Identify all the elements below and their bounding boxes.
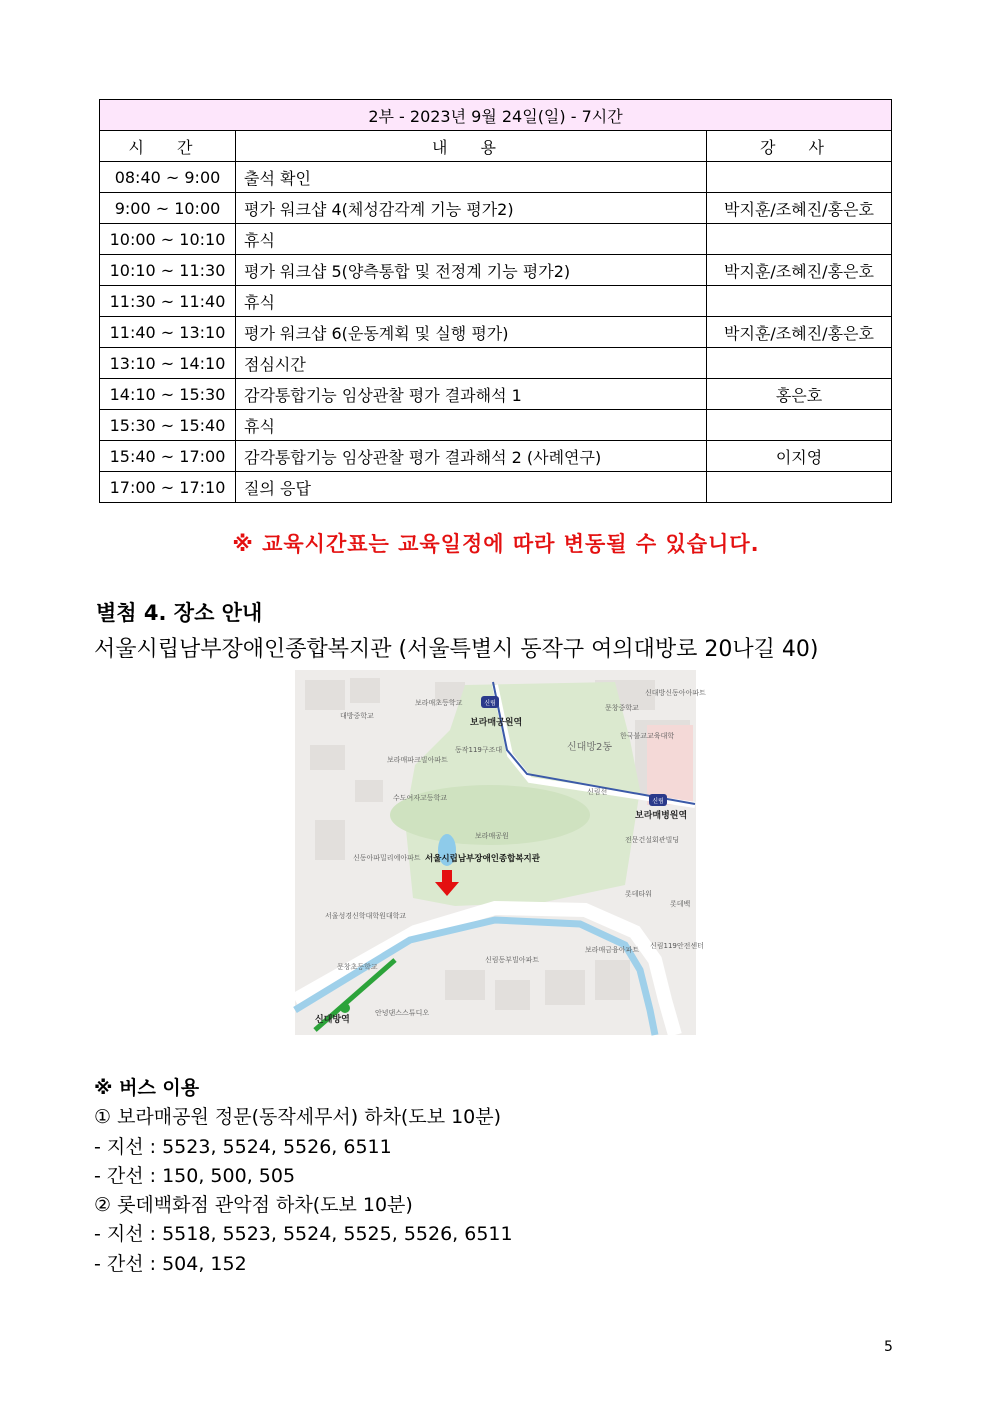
content-cell: 감각통합기능 임상관찰 평가 결과해석 2 (사례연구) (236, 441, 707, 472)
header-content: 내 용 (236, 131, 707, 162)
time-cell: 9:00 ~ 10:00 (100, 193, 236, 224)
content-cell: 평가 워크샵 5(양측통합 및 전정계 기능 평가2) (236, 255, 707, 286)
map-label: 신림동부빌아파트 (485, 956, 540, 964)
time-cell: 10:10 ~ 11:30 (100, 255, 236, 286)
map-label: 신림119안전센터 (650, 942, 704, 950)
lecturer-cell (707, 410, 892, 441)
schedule-title: 2부 - 2023년 9월 24일(일) - 7시간 (100, 100, 892, 131)
bus-line: - 지선 : 5518, 5523, 5524, 5525, 5526, 6511 (94, 1223, 513, 1246)
bus-line: - 지선 : 5523, 5524, 5526, 6511 (94, 1135, 392, 1158)
map-label: 보라매금융아파트 (585, 946, 640, 954)
lecturer-cell (707, 472, 892, 503)
content-cell: 휴식 (236, 286, 707, 317)
time-cell: 11:40 ~ 13:10 (100, 317, 236, 348)
lecturer-cell: 이지영 (707, 441, 892, 472)
table-row (100, 441, 892, 472)
schedule-title-row (100, 100, 892, 131)
header-lecturer: 강 사 (707, 131, 892, 162)
map-station-label: 신대방역 (315, 1015, 350, 1025)
content-cell: 출석 확인 (236, 162, 707, 193)
map-label: 신대방신동아아파트 (645, 689, 706, 697)
table-row (100, 317, 892, 348)
station-badge-label: 신림 (652, 798, 664, 805)
page-number: 5 (884, 1339, 893, 1355)
header-time: 시 간 (100, 131, 236, 162)
map-label: 한국불교교육대학 (620, 732, 675, 740)
bus-title: ※ 버스 이용 (94, 1077, 200, 1099)
map-label: 서울성경신학대학원대학교 (325, 912, 407, 920)
schedule-table (99, 99, 892, 503)
map-label: 문창초등학교 (337, 963, 378, 971)
bus-line: ② 롯데백화점 관악점 하차(도보 10분) (94, 1194, 413, 1217)
table-row (100, 193, 892, 224)
table-row (100, 379, 892, 410)
map-label: 수도여자고등학교 (393, 794, 448, 802)
table-row (100, 286, 892, 317)
map-facility-label: 서울시립남부장애인종합복지관 (425, 854, 540, 864)
schedule-change-notice: ※ 교육시간표는 교육일정에 따라 변동될 수 있습니다. (232, 532, 760, 556)
bus-info (94, 1074, 513, 1279)
station-marker (340, 1003, 350, 1013)
time-cell: 17:00 ~ 17:10 (100, 472, 236, 503)
table-row (100, 472, 892, 503)
lecturer-cell (707, 162, 892, 193)
content-cell: 점심시간 (236, 348, 707, 379)
table-row (100, 410, 892, 441)
map-station-label: 보라매병원역 (635, 811, 688, 821)
map-label: 롯데백 (670, 900, 691, 908)
content-cell: 평가 워크샵 6(운동계획 및 실행 평가) (236, 317, 707, 348)
map-label: 신림선 (587, 788, 608, 796)
content-cell: 휴식 (236, 410, 707, 441)
time-cell: 15:40 ~ 17:00 (100, 441, 236, 472)
map-district-label: 신대방2동 (567, 742, 613, 753)
bus-line: - 간선 : 150, 500, 505 (94, 1164, 296, 1187)
section-title: 별첨 4. 장소 안내 (96, 601, 263, 625)
content-cell: 평가 워크샵 4(체성감각계 기능 평가2) (236, 193, 707, 224)
map-station-label: 보라매공원역 (470, 718, 523, 728)
map-label: 신동아파밀리에아파트 (353, 854, 421, 862)
content-cell: 감각통합기능 임상관찰 평가 결과해석 1 (236, 379, 707, 410)
map-label: 대방중학교 (340, 712, 374, 720)
time-cell: 15:30 ~ 15:40 (100, 410, 236, 441)
map-label: 보라매공원 (475, 832, 509, 840)
lecturer-cell: 박지훈/조혜진/홍은호 (707, 317, 892, 348)
location-map (295, 670, 706, 1035)
lecturer-cell: 박지훈/조혜진/홍은호 (707, 193, 892, 224)
bus-line: - 간선 : 504, 152 (94, 1252, 247, 1275)
content-cell: 질의 응답 (236, 472, 707, 503)
map-label: 보라매파크빌아파트 (387, 756, 448, 764)
content-cell: 휴식 (236, 224, 707, 255)
map-label: 전문건설회관빌딩 (625, 836, 680, 844)
map-label: 안녕댄스스튜디오 (375, 1009, 430, 1017)
table-row (100, 224, 892, 255)
map-label: 롯데타워 (625, 890, 653, 898)
schedule-header-row (100, 131, 892, 162)
time-cell: 14:10 ~ 15:30 (100, 379, 236, 410)
station-badge-label: 신림 (484, 700, 496, 707)
lecturer-cell (707, 286, 892, 317)
lecturer-cell (707, 224, 892, 255)
time-cell: 11:30 ~ 11:40 (100, 286, 236, 317)
time-cell: 08:40 ~ 9:00 (100, 162, 236, 193)
map-label: 동작119구조대 (455, 746, 503, 754)
map-label: 보라매초등학교 (415, 699, 463, 707)
venue-address: 서울시립남부장애인종합복지관 (서울특별시 동작구 여의대방로 20나길 40) (94, 637, 819, 662)
lecturer-cell (707, 348, 892, 379)
map-label: 문창중학교 (605, 704, 639, 712)
time-cell: 10:00 ~ 10:10 (100, 224, 236, 255)
lecturer-cell: 박지훈/조혜진/홍은호 (707, 255, 892, 286)
table-row (100, 255, 892, 286)
table-row (100, 162, 892, 193)
table-row (100, 348, 892, 379)
bus-line: ① 보라매공원 정문(동작세무서) 하차(도보 10분) (94, 1106, 502, 1129)
lecturer-cell: 홍은호 (707, 379, 892, 410)
time-cell: 13:10 ~ 14:10 (100, 348, 236, 379)
